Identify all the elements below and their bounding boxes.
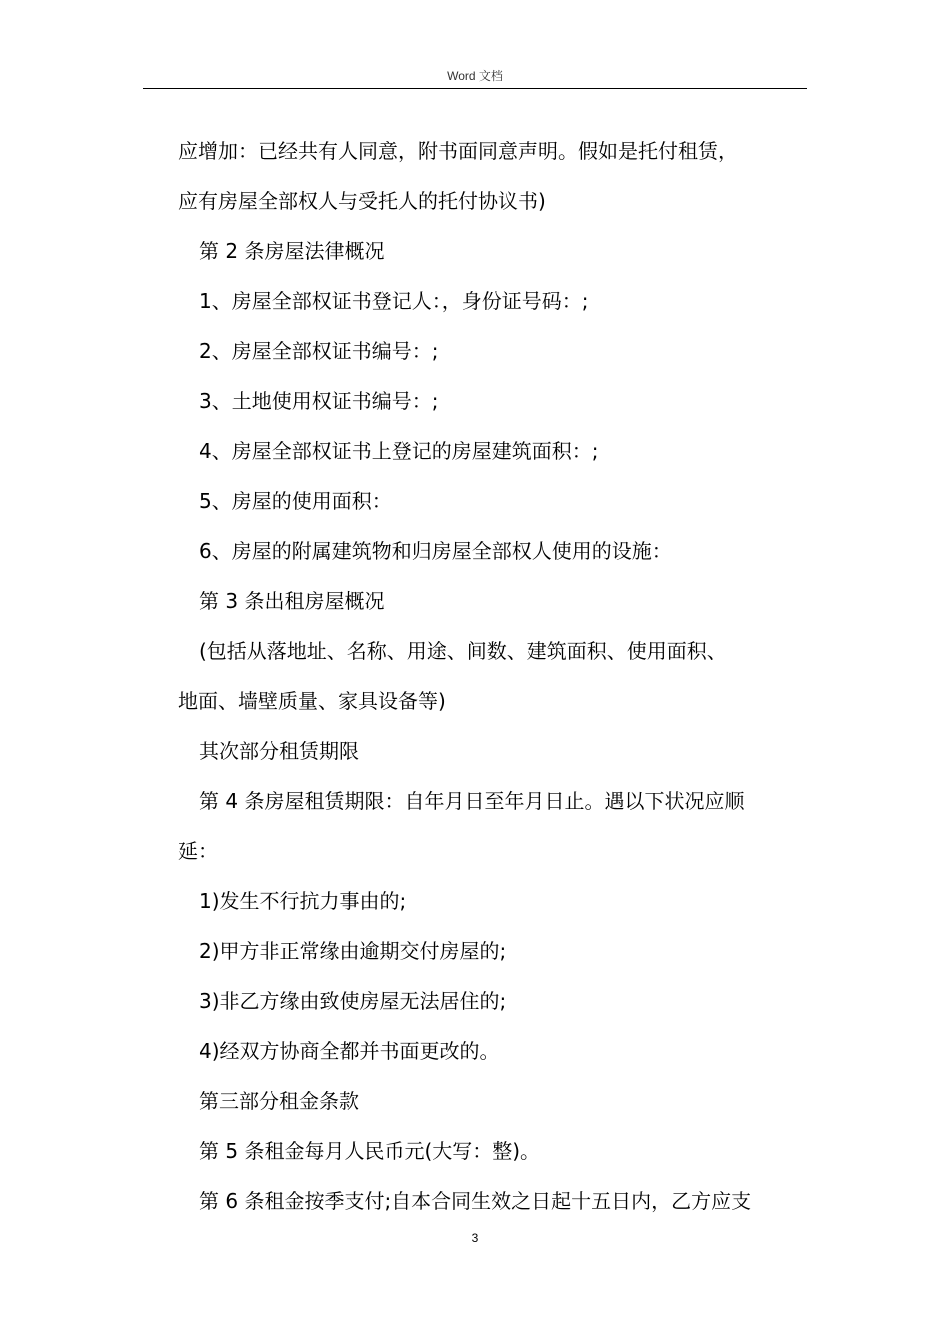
list-item: 4)经双方协商全都并书面更改的。 [199,1039,500,1063]
part-heading: 第三部分租金条款 [199,1089,359,1113]
paragraph: 应有房屋全部权人与受托人的托付协议书) [178,189,546,213]
section-heading: 第 4 条房屋租赁期限：自年月日至年月日止。遇以下状况应顺 [199,789,745,813]
paragraph: 应增加：已经共有人同意，附书面同意声明。假如是托付租赁， [178,139,738,163]
section-heading: 第 3 条出租房屋概况 [199,589,385,613]
paragraph: 延： [178,839,218,863]
section-heading: 第 6 条租金按季支付;自本合同生效之日起十五日内，乙方应支 [199,1189,752,1213]
page-header: Word 文档 [447,69,503,83]
page-number: 3 [471,1231,479,1245]
list-item: 1、房屋全部权证书登记人：，身份证号码：; [199,289,589,313]
part-heading: 其次部分租赁期限 [199,739,359,763]
paragraph: 地面、墙壁质量、家具设备等) [178,689,446,713]
document-body [178,126,808,1226]
list-item: 3、土地使用权证书编号：; [199,389,439,413]
list-item: 6、房屋的附属建筑物和归房屋全部权人使用的设施： [199,539,672,563]
list-item: 3)非乙方缘由致使房屋无法居住的; [199,989,507,1013]
list-item: 1)发生不行抗力事由的; [199,889,407,913]
header-divider [143,88,807,89]
list-item: 4、房屋全部权证书上登记的房屋建筑面积：; [199,439,599,463]
list-item: 2、房屋全部权证书编号：; [199,339,439,363]
section-heading: 第 2 条房屋法律概况 [199,239,385,263]
section-heading: 第 5 条租金每月人民币元(大写：整)。 [199,1139,541,1163]
list-item: 2)甲方非正常缘由逾期交付房屋的; [199,939,507,963]
list-item: 5、房屋的使用面积： [199,489,392,513]
paragraph: (包括从落地址、名称、用途、间数、建筑面积、使用面积、 [199,639,727,663]
